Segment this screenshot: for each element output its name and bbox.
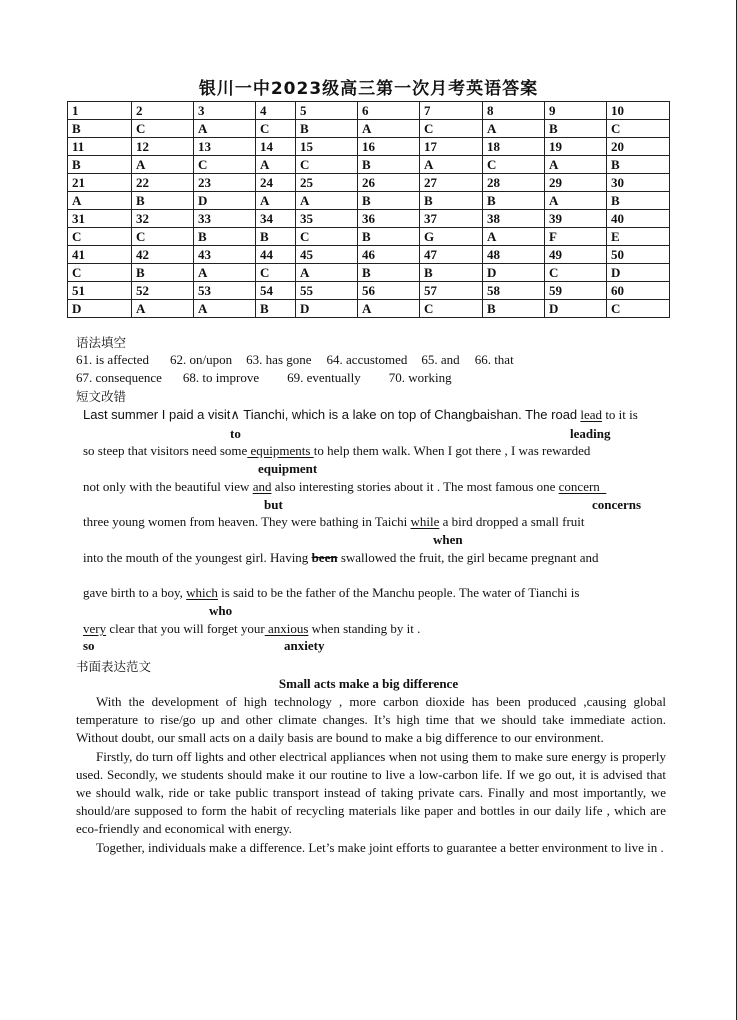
- error-correction-heading: 短文改错: [76, 389, 127, 404]
- question-number-row: [68, 282, 670, 300]
- grammar-answer-64: 64. accustomed: [326, 352, 408, 367]
- correction-line-5: into the mouth of the youngest girl. Having been swallowed the fruit, the girl became pregnant and: [83, 550, 599, 565]
- answer-cell: A: [194, 300, 256, 318]
- question-number-cell: 39: [545, 210, 607, 228]
- question-number-cell: 24: [256, 174, 296, 192]
- answer-cell: B: [483, 192, 545, 210]
- question-number-cell: 20: [607, 138, 670, 156]
- grammar-fill-heading: 语法填空: [76, 335, 127, 350]
- answer-row: [68, 192, 670, 210]
- question-number-cell: 29: [545, 174, 607, 192]
- grammar-answer-70: 70. working: [388, 370, 452, 385]
- answer-row: [68, 156, 670, 174]
- correction-word: equipment: [258, 461, 318, 476]
- answer-cell: B: [194, 228, 256, 246]
- grammar-answer-66: 66. that: [474, 352, 514, 367]
- answer-cell: D: [296, 300, 358, 318]
- correction-line-3: not only with the beautiful view and also interesting stories about it . The most famous one concern: [83, 479, 607, 494]
- correction-word: anxiety: [284, 638, 325, 653]
- answer-cell: D: [607, 264, 670, 282]
- correction-line-6: gave birth to a boy, which is said to be the father of the Manchu people. The water of Tianchi is: [83, 585, 580, 600]
- correction-line-7: very clear that you will forget your anxious when standing by it .: [83, 621, 421, 636]
- answer-cell: D: [68, 300, 132, 318]
- question-number-cell: 12: [132, 138, 194, 156]
- answer-cell: B: [607, 156, 670, 174]
- question-number-cell: 38: [483, 210, 545, 228]
- error-word: anxious: [264, 621, 309, 636]
- grammar-answer-68: 68. to improve: [182, 370, 260, 385]
- essay-paragraph-1: With the development of high technology , more carbon dioxide has been produced ,causing global temperature to rise/go up and other climate changes. It’s high time that we should take immediate action. Without doubt, our small acts on a daily basis are bound to make a big difference to our environment.: [76, 694, 666, 746]
- question-number-cell: 14: [256, 138, 296, 156]
- question-number-cell: 59: [545, 282, 607, 300]
- question-number-cell: 10: [607, 102, 670, 120]
- correction-line-2: so steep that visitors need some equipments to help them walk. When I got there , I was rewarded: [83, 443, 591, 458]
- question-number-cell: 48: [483, 246, 545, 264]
- grammar-fill-line-1: [76, 352, 514, 368]
- answer-cell: A: [358, 300, 420, 318]
- grammar-answer-62: 62. on/upon: [170, 352, 233, 367]
- question-number-cell: 46: [358, 246, 420, 264]
- question-number-row: [68, 138, 670, 156]
- question-number-cell: 47: [420, 246, 483, 264]
- answer-cell: C: [607, 120, 670, 138]
- answer-cell: A: [483, 228, 545, 246]
- question-number-row: [68, 102, 670, 120]
- answer-cell: C: [132, 120, 194, 138]
- question-number-cell: 43: [194, 246, 256, 264]
- grammar-answer-65: 65. and: [421, 352, 460, 367]
- question-number-cell: 5: [296, 102, 358, 120]
- answer-cell: A: [358, 120, 420, 138]
- question-number-cell: 3: [194, 102, 256, 120]
- answer-cell: C: [68, 264, 132, 282]
- question-number-cell: 34: [256, 210, 296, 228]
- answer-cell: C: [132, 228, 194, 246]
- grammar-answer-63: 63. has gone: [246, 352, 312, 367]
- error-word: concern: [558, 479, 607, 494]
- answer-cell: A: [194, 264, 256, 282]
- answer-cell: A: [296, 192, 358, 210]
- question-number-cell: 30: [607, 174, 670, 192]
- question-number-cell: 17: [420, 138, 483, 156]
- question-number-row: [68, 174, 670, 192]
- question-number-cell: 35: [296, 210, 358, 228]
- question-number-cell: 27: [420, 174, 483, 192]
- question-number-cell: 13: [194, 138, 256, 156]
- answer-cell: B: [132, 264, 194, 282]
- grammar-answer-69: 69. eventually: [287, 370, 361, 385]
- correction-word: who: [209, 603, 233, 618]
- answer-cell: G: [420, 228, 483, 246]
- answer-cell: D: [483, 264, 545, 282]
- answer-cell: A: [296, 264, 358, 282]
- answer-cell: A: [545, 192, 607, 210]
- answer-cell: B: [256, 228, 296, 246]
- question-number-cell: 60: [607, 282, 670, 300]
- question-number-cell: 23: [194, 174, 256, 192]
- question-number-row: [68, 210, 670, 228]
- answer-row: [68, 228, 670, 246]
- answer-cell: B: [296, 120, 358, 138]
- question-number-cell: 42: [132, 246, 194, 264]
- question-number-cell: 15: [296, 138, 358, 156]
- correction-word: so: [83, 638, 95, 653]
- answer-cell: C: [607, 300, 670, 318]
- error-word: and: [252, 479, 272, 494]
- question-number-cell: 40: [607, 210, 670, 228]
- answer-cell: A: [545, 156, 607, 174]
- answer-cell: A: [68, 192, 132, 210]
- answer-cell: A: [194, 120, 256, 138]
- answer-cell: B: [358, 228, 420, 246]
- answer-cell: A: [132, 156, 194, 174]
- answer-cell: A: [256, 156, 296, 174]
- question-number-cell: 54: [256, 282, 296, 300]
- question-number-cell: 2: [132, 102, 194, 120]
- answer-cell: C: [545, 264, 607, 282]
- answer-cell: A: [483, 120, 545, 138]
- question-number-cell: 28: [483, 174, 545, 192]
- question-number-cell: 31: [68, 210, 132, 228]
- answer-cell: B: [358, 156, 420, 174]
- answer-cell: A: [256, 192, 296, 210]
- question-number-cell: 25: [296, 174, 358, 192]
- correction-word: concerns: [592, 497, 642, 512]
- question-number-cell: 9: [545, 102, 607, 120]
- question-number-cell: 22: [132, 174, 194, 192]
- question-number-cell: 36: [358, 210, 420, 228]
- answer-cell: C: [256, 264, 296, 282]
- answer-cell: D: [194, 192, 256, 210]
- question-number-cell: 19: [545, 138, 607, 156]
- answer-cell: C: [420, 300, 483, 318]
- question-number-cell: 53: [194, 282, 256, 300]
- grammar-answer-67: 67. consequence: [76, 370, 162, 385]
- document-title: 银川一中2023级高三第一次月考英语答案: [198, 79, 539, 99]
- question-number-cell: 37: [420, 210, 483, 228]
- answer-row: [68, 264, 670, 282]
- answer-cell: B: [545, 120, 607, 138]
- answer-cell: B: [607, 192, 670, 210]
- question-number-cell: 41: [68, 246, 132, 264]
- answer-cell: F: [545, 228, 607, 246]
- answer-cell: B: [132, 192, 194, 210]
- answer-cell: B: [68, 156, 132, 174]
- question-number-cell: 56: [358, 282, 420, 300]
- answer-cell: B: [256, 300, 296, 318]
- grammar-fill-line-2: [76, 370, 452, 386]
- answer-cell: E: [607, 228, 670, 246]
- question-number-row: [68, 246, 670, 264]
- deleted-word: been: [311, 550, 338, 565]
- answer-cell: D: [545, 300, 607, 318]
- essay-paragraph-3: Together, individuals make a difference. Let’s make joint efforts to guarantee a better environment to live in .: [96, 839, 664, 855]
- question-number-cell: 58: [483, 282, 545, 300]
- question-number-cell: 55: [296, 282, 358, 300]
- question-number-cell: 33: [194, 210, 256, 228]
- question-number-cell: 18: [483, 138, 545, 156]
- essay-body: [76, 693, 666, 857]
- correction-word: but: [264, 497, 283, 512]
- error-word: which: [186, 585, 218, 600]
- answer-cell: A: [132, 300, 194, 318]
- answer-cell: B: [358, 264, 420, 282]
- question-number-cell: 51: [68, 282, 132, 300]
- answer-cell: C: [296, 156, 358, 174]
- essay-paragraph-2: Firstly, do turn off lights and other electrical appliances when not using them to make sure energy is properly used. Secondly, we students should make it our routine to live a low-carbon life. If we go out, it is advised that we should walk, ride or take public transport instead of taking private cars. Finally and most importantly, we should/are supposed to form the habit of recycling materials like paper and bottles in our daily life , which are eco-friendly and economical with energy.: [76, 748, 666, 837]
- question-number-cell: 8: [483, 102, 545, 120]
- question-number-cell: 26: [358, 174, 420, 192]
- answer-cell: C: [296, 228, 358, 246]
- question-number-cell: 52: [132, 282, 194, 300]
- question-number-cell: 32: [132, 210, 194, 228]
- writing-heading: 书面表达范文: [76, 659, 152, 674]
- answer-row: [68, 120, 670, 138]
- answer-key-table: [67, 101, 670, 318]
- answer-cell: B: [420, 264, 483, 282]
- question-number-cell: 45: [296, 246, 358, 264]
- correction-line-1: Last summer I paid a visit∧ Tianchi, which is a lake on top of Changbaishan. The road lead to it is: [83, 407, 638, 422]
- correction-word: leading: [570, 426, 611, 441]
- question-number-cell: 11: [68, 138, 132, 156]
- answer-row: [68, 300, 670, 318]
- question-number-cell: 4: [256, 102, 296, 120]
- error-word: while: [410, 514, 440, 529]
- question-number-cell: 7: [420, 102, 483, 120]
- correction-word: to: [230, 426, 241, 441]
- question-number-cell: 50: [607, 246, 670, 264]
- answer-cell: B: [358, 192, 420, 210]
- question-number-cell: 1: [68, 102, 132, 120]
- answer-cell: C: [483, 156, 545, 174]
- error-word: lead: [580, 407, 603, 422]
- question-number-cell: 57: [420, 282, 483, 300]
- question-number-cell: 44: [256, 246, 296, 264]
- answer-cell: C: [194, 156, 256, 174]
- answer-cell: C: [420, 120, 483, 138]
- question-number-cell: 49: [545, 246, 607, 264]
- answer-cell: B: [420, 192, 483, 210]
- answer-table-body: [68, 102, 670, 318]
- answer-cell: B: [68, 120, 132, 138]
- error-word: very: [83, 621, 107, 636]
- essay-title: Small acts make a big difference: [278, 676, 459, 691]
- error-word: equipments: [247, 443, 314, 458]
- question-number-cell: 21: [68, 174, 132, 192]
- grammar-answer-61: 61. is affected: [76, 352, 150, 367]
- question-number-cell: 6: [358, 102, 420, 120]
- answer-cell: A: [420, 156, 483, 174]
- answer-cell: C: [256, 120, 296, 138]
- answer-cell: C: [68, 228, 132, 246]
- correction-line-4: three young women from heaven. They were bathing in Taichi while a bird dropped a small fruit: [83, 514, 585, 529]
- correction-word: when: [433, 532, 463, 547]
- answer-cell: B: [483, 300, 545, 318]
- question-number-cell: 16: [358, 138, 420, 156]
